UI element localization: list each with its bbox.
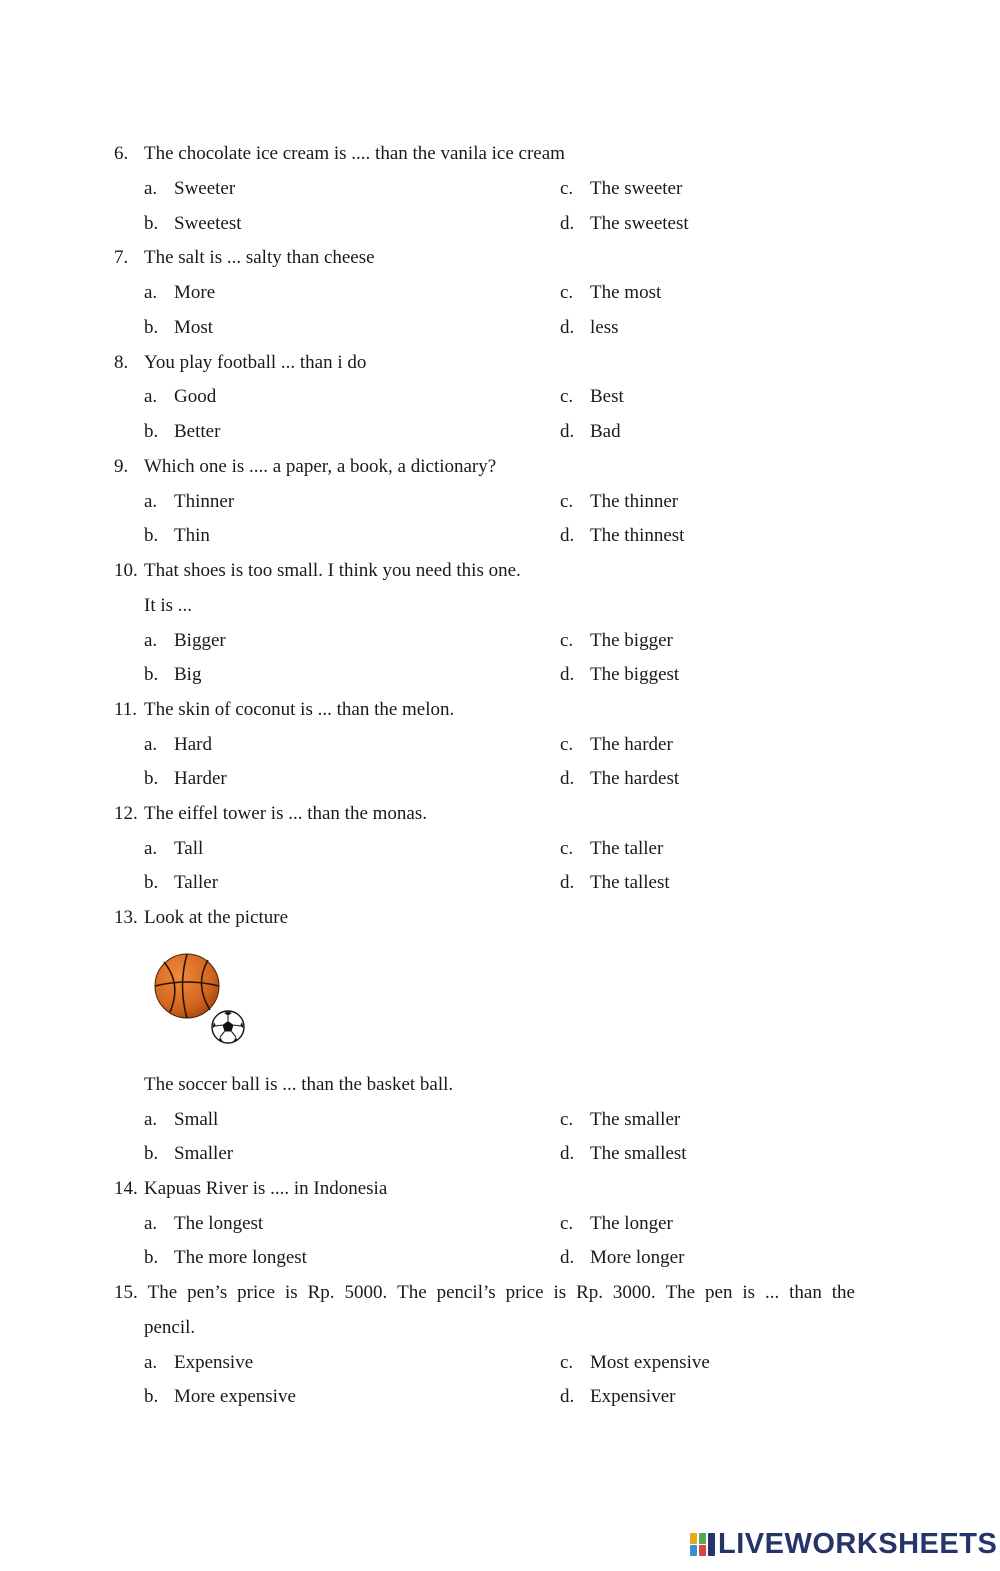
option-letter: a.	[144, 178, 158, 199]
option-text: Most	[174, 317, 214, 338]
option-15c[interactable]	[560, 1352, 710, 1374]
option-11a[interactable]	[144, 734, 212, 756]
option-text: The longest	[174, 1213, 264, 1234]
option-letter: b.	[144, 213, 159, 234]
option-text: The sweetest	[590, 213, 689, 234]
question-word: 5000.	[344, 1282, 388, 1303]
logo-mark-icon	[690, 1531, 716, 1557]
option-letter: b.	[144, 768, 159, 789]
question-text: The salt is ... salty than cheese	[144, 247, 375, 268]
option-14b[interactable]	[144, 1247, 307, 1269]
question-number: 13.	[114, 907, 138, 928]
option-13a[interactable]	[144, 1109, 218, 1131]
option-text: Good	[174, 386, 217, 407]
option-7a[interactable]	[144, 282, 215, 304]
option-text: The thinnest	[590, 525, 685, 546]
option-text: Bigger	[174, 630, 226, 651]
option-letter: b.	[144, 421, 159, 442]
option-letter: d.	[560, 664, 575, 685]
option-text: Sweeter	[174, 178, 236, 199]
option-text: More	[174, 282, 216, 303]
option-12d[interactable]	[560, 872, 670, 894]
option-text: Bad	[590, 421, 621, 442]
option-letter: c.	[560, 1109, 574, 1130]
option-text: Thinner	[174, 491, 235, 512]
option-letter: d.	[560, 213, 575, 234]
option-10d[interactable]	[560, 664, 679, 686]
question-text: The skin of coconut is ... than the melon.	[144, 699, 455, 720]
basketball-icon	[155, 954, 219, 1018]
option-text: More expensive	[174, 1386, 296, 1407]
option-9a[interactable]	[144, 491, 234, 513]
option-text: Thin	[174, 525, 210, 546]
option-8b[interactable]	[144, 421, 220, 443]
question-10-continuation: It is ...	[144, 595, 193, 616]
liveworksheets-logo[interactable]	[690, 1527, 997, 1561]
option-10a[interactable]	[144, 630, 226, 652]
question-13-continuation: The soccer ball is ... than the basket ball.	[144, 1074, 454, 1095]
option-6c[interactable]	[560, 178, 682, 200]
question-word: The	[665, 1282, 696, 1303]
option-letter: c.	[560, 491, 574, 512]
option-letter: b.	[144, 872, 159, 893]
question-number: 10.	[114, 560, 138, 581]
option-text: The longer	[590, 1213, 673, 1234]
option-text: The hardest	[590, 768, 680, 789]
option-letter: d.	[560, 1247, 575, 1268]
option-letter: c.	[560, 734, 574, 755]
option-10c[interactable]	[560, 630, 673, 652]
question-15-continuation: pencil.	[144, 1317, 196, 1338]
option-6b[interactable]	[144, 213, 242, 235]
option-9d[interactable]	[560, 525, 684, 547]
question-number: 7.	[114, 247, 129, 268]
question-number: 6.	[114, 143, 129, 164]
question-14	[114, 1178, 874, 1200]
option-letter: c.	[560, 386, 574, 407]
option-letter: a.	[144, 1352, 158, 1373]
option-text: Harder	[174, 768, 227, 789]
question-word: is	[553, 1282, 567, 1303]
option-6a[interactable]	[144, 178, 235, 200]
option-letter: d.	[560, 872, 575, 893]
option-text: More longer	[590, 1247, 685, 1268]
question-number: 15.	[114, 1282, 138, 1303]
question-number: 12.	[114, 803, 138, 824]
option-letter: c.	[560, 838, 574, 859]
option-text: The smaller	[590, 1109, 681, 1130]
question-word: The	[397, 1282, 427, 1303]
option-9b[interactable]	[144, 525, 210, 547]
option-letter: c.	[560, 630, 574, 651]
option-text: The thinner	[590, 491, 679, 512]
question-number: 9.	[114, 456, 129, 477]
option-text: Hard	[174, 734, 212, 755]
option-15d[interactable]	[560, 1386, 675, 1408]
option-text: Better	[174, 421, 221, 442]
question-10	[114, 560, 874, 582]
question-8	[114, 352, 874, 374]
option-letter: a.	[144, 1109, 158, 1130]
question-word: is	[285, 1282, 298, 1303]
option-13c[interactable]	[560, 1109, 680, 1131]
option-letter: c.	[560, 1213, 574, 1234]
question-text: That shoes is too small. I think you need this one.	[144, 560, 521, 581]
question-word: the	[831, 1282, 855, 1303]
question-7	[114, 247, 874, 269]
option-15a[interactable]	[144, 1352, 253, 1374]
question-text: The eiffel tower is ... than the monas.	[144, 803, 427, 824]
option-text: Best	[590, 386, 624, 407]
option-letter: b.	[144, 1386, 159, 1407]
option-8d[interactable]	[560, 421, 621, 443]
question-number: 8.	[114, 352, 129, 373]
question-word: Rp.	[307, 1282, 335, 1303]
option-letter: b.	[144, 317, 159, 338]
option-letter: b.	[144, 1143, 159, 1164]
question-12	[114, 803, 874, 825]
option-text: The smallest	[590, 1143, 687, 1164]
option-14a[interactable]	[144, 1213, 263, 1235]
option-13b[interactable]	[144, 1143, 233, 1165]
question-text: Kapuas River is .... in Indonesia	[144, 1178, 388, 1199]
option-letter: a.	[144, 386, 158, 407]
option-text: The bigger	[590, 630, 673, 651]
option-letter: d.	[560, 421, 575, 442]
option-letter: b.	[144, 525, 159, 546]
option-text: The harder	[590, 734, 673, 755]
question-text: Look at the picture	[144, 907, 289, 928]
option-7d[interactable]	[560, 317, 619, 339]
question-word: pen’s	[187, 1282, 228, 1303]
option-text: The biggest	[590, 664, 680, 685]
option-12a[interactable]	[144, 838, 203, 860]
option-8a[interactable]	[144, 386, 216, 408]
option-text: The most	[590, 282, 662, 303]
question-word: pen	[705, 1282, 733, 1303]
question-word: price	[505, 1282, 544, 1303]
option-text: Expensiver	[590, 1386, 676, 1407]
question-number: 14.	[114, 1178, 138, 1199]
option-14c[interactable]	[560, 1213, 673, 1235]
option-11d[interactable]	[560, 768, 679, 790]
option-letter: a.	[144, 282, 158, 303]
option-12c[interactable]	[560, 838, 663, 860]
question-word: 3000.	[612, 1282, 656, 1303]
question-number: 11.	[114, 699, 138, 720]
option-text: Expensive	[174, 1352, 254, 1373]
option-12b[interactable]	[144, 872, 218, 894]
option-text: The taller	[590, 838, 664, 859]
question-word: ...	[764, 1282, 780, 1303]
option-6d[interactable]	[560, 213, 689, 235]
option-text: less	[590, 317, 619, 338]
option-letter: d.	[560, 317, 575, 338]
logo-text: LIVEWORKSHEETS	[718, 1527, 998, 1560]
question-word: than	[789, 1282, 822, 1303]
question-word: Rp.	[576, 1282, 603, 1303]
option-text: Tall	[174, 838, 204, 859]
option-text: The more longest	[174, 1247, 307, 1268]
option-letter: b.	[144, 664, 159, 685]
option-text: Big	[174, 664, 202, 685]
question-text: You play football ... than i do	[144, 352, 367, 373]
option-8c[interactable]	[560, 386, 624, 408]
question-text: The chocolate ice cream is .... than the vanila ice cream	[144, 143, 565, 164]
option-13d[interactable]	[560, 1143, 687, 1165]
question-6	[114, 143, 874, 165]
option-letter: d.	[560, 525, 575, 546]
option-text: Sweetest	[174, 213, 242, 234]
option-15b[interactable]	[144, 1386, 296, 1408]
option-7b[interactable]	[144, 317, 213, 339]
question-word: is	[742, 1282, 756, 1303]
option-text: Smaller	[174, 1143, 234, 1164]
balls-picture	[150, 948, 260, 1048]
question-9	[114, 456, 874, 478]
option-letter: a.	[144, 630, 158, 651]
option-11c[interactable]	[560, 734, 673, 756]
option-letter: c.	[560, 282, 574, 303]
option-letter: d.	[560, 768, 575, 789]
option-letter: a.	[144, 491, 158, 512]
question-text: Which one is .... a paper, a book, a dictionary?	[144, 456, 497, 477]
option-letter: a.	[144, 1213, 158, 1234]
option-7c[interactable]	[560, 282, 661, 304]
option-11b[interactable]	[144, 768, 227, 790]
option-letter: c.	[560, 1352, 574, 1373]
question-word: The	[147, 1282, 178, 1303]
question-15-text	[114, 1282, 855, 1304]
question-15	[114, 1282, 874, 1304]
question-11	[114, 699, 874, 721]
option-text: The tallest	[590, 872, 670, 893]
question-word: pencil’s	[436, 1282, 496, 1303]
option-text: Taller	[174, 872, 219, 893]
option-14d[interactable]	[560, 1247, 684, 1269]
option-letter: a.	[144, 838, 158, 859]
option-letter: d.	[560, 1143, 575, 1164]
option-letter: c.	[560, 178, 574, 199]
question-13	[114, 907, 874, 929]
option-text: The sweeter	[590, 178, 683, 199]
option-9c[interactable]	[560, 491, 678, 513]
option-text: Most expensive	[590, 1352, 710, 1373]
option-10b[interactable]	[144, 664, 201, 686]
option-letter: b.	[144, 1247, 159, 1268]
option-text: Small	[174, 1109, 219, 1130]
option-letter: d.	[560, 1386, 575, 1407]
option-letter: a.	[144, 734, 158, 755]
soccer-ball-icon	[212, 1011, 244, 1043]
question-word: price	[237, 1282, 276, 1303]
